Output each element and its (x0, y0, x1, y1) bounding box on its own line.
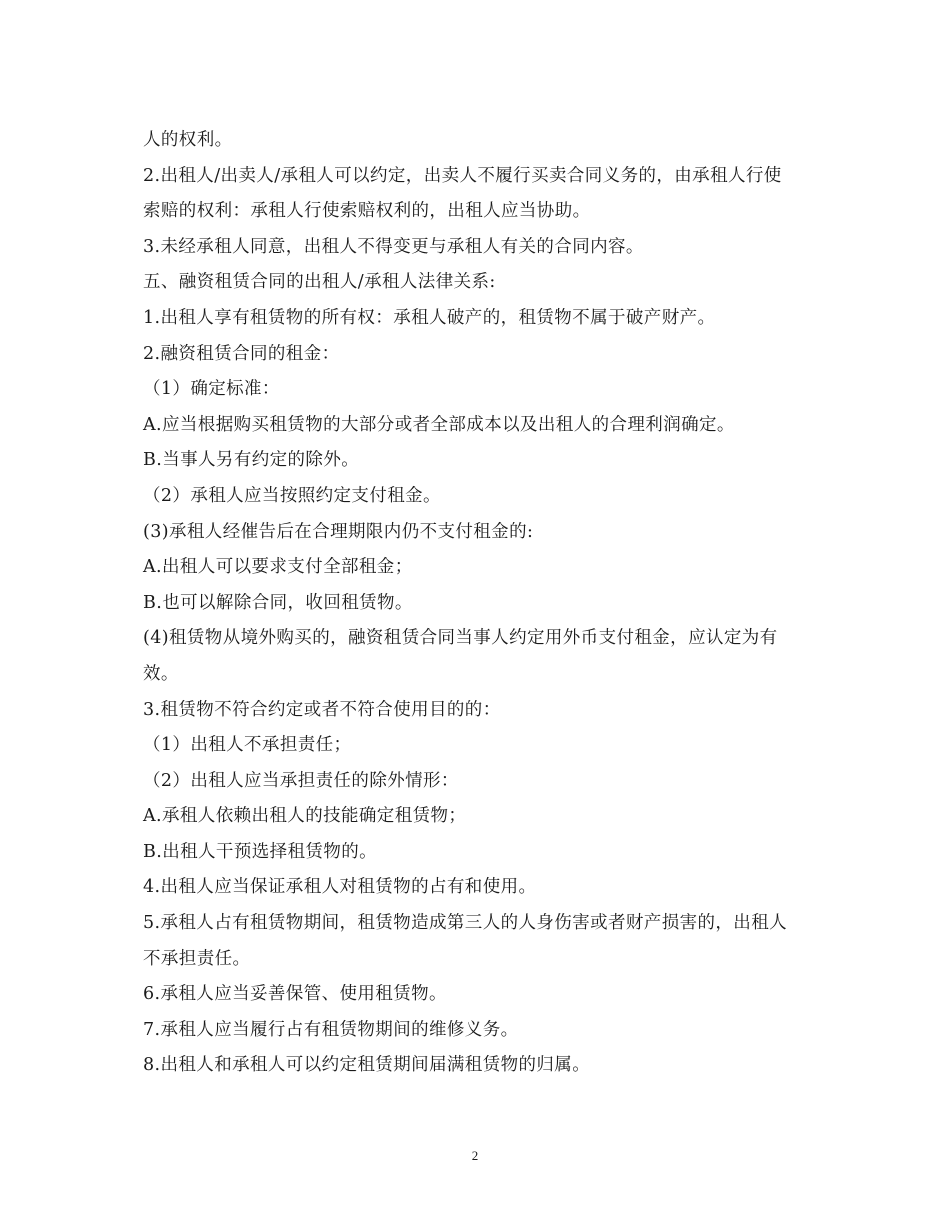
document-body (143, 123, 823, 1084)
text-line: A.应当根据购买租赁物的大部分或者全部成本以及出租人的合理利润确定。 (143, 414, 735, 435)
text-line: 3.未经承租人同意，出租人不得变更与承租人有关的合同内容。 (143, 236, 644, 257)
text-line: 4.出租人应当保证承租人对租赁物的占有和使用。 (143, 877, 537, 898)
text-line: 8.出租人和承租人可以约定租赁期间届满租赁物的归属。 (143, 1055, 591, 1076)
text-line: 不承担责任。 (143, 948, 251, 969)
text-line: 2.出租人/出卖人/承租人可以约定，出卖人不履行买卖合同义务的，由承租人行使 (143, 165, 782, 186)
page-number: 2 (471, 1148, 479, 1163)
text-line: (4)租赁物从境外购买的，融资租赁合同当事人约定用外币支付租金，应认定为有 (143, 628, 778, 649)
text-line: （1）出租人不承担责任； (143, 735, 352, 756)
text-line: 人的权利。 (143, 130, 233, 150)
text-line: B.也可以解除合同，收回租赁物。 (143, 592, 413, 613)
text-line: (3)承租人经催告后在合理期限内仍不支付租金的: (143, 521, 534, 542)
text-line: 5.承租人占有租赁物期间，租赁物造成第三人的人身伤害或者财产损害的，出租人 (143, 913, 787, 934)
text-line: B.当事人另有约定的除外。 (143, 450, 360, 471)
text-line: 1.出租人享有租赁物的所有权：承租人破产的，租赁物不属于破产财产。 (143, 307, 716, 328)
text-line: A.出租人可以要求支付全部租金； (143, 557, 413, 578)
text-line: （2）出租人应当承担责任的除外情形： (143, 770, 459, 791)
text-line: 6.承租人应当妥善保管、使用租赁物。 (143, 984, 447, 1005)
text-line: 3.租赁物不符合约定或者不符合使用目的的： (143, 699, 501, 720)
section-heading: 五、融资租赁合同的出租人/承租人法律关系: (143, 272, 496, 293)
text-line: B.出租人干预选择租赁物的。 (143, 841, 378, 862)
text-line: 7.承租人应当履行占有租赁物期间的维修义务。 (143, 1019, 519, 1040)
text-line: （2）承租人应当按照约定支付租金。 (143, 485, 441, 506)
text-line: （1）确定标准： (143, 379, 280, 400)
text-line: 效。 (143, 663, 179, 684)
text-line: A.承租人依赖出租人的技能确定租赁物； (143, 806, 467, 827)
text-line: 2.融资租赁合同的租金： (143, 343, 340, 364)
text-line: 索赔的权利：承租人行使索赔权利的，出租人应当协助。 (143, 201, 591, 222)
